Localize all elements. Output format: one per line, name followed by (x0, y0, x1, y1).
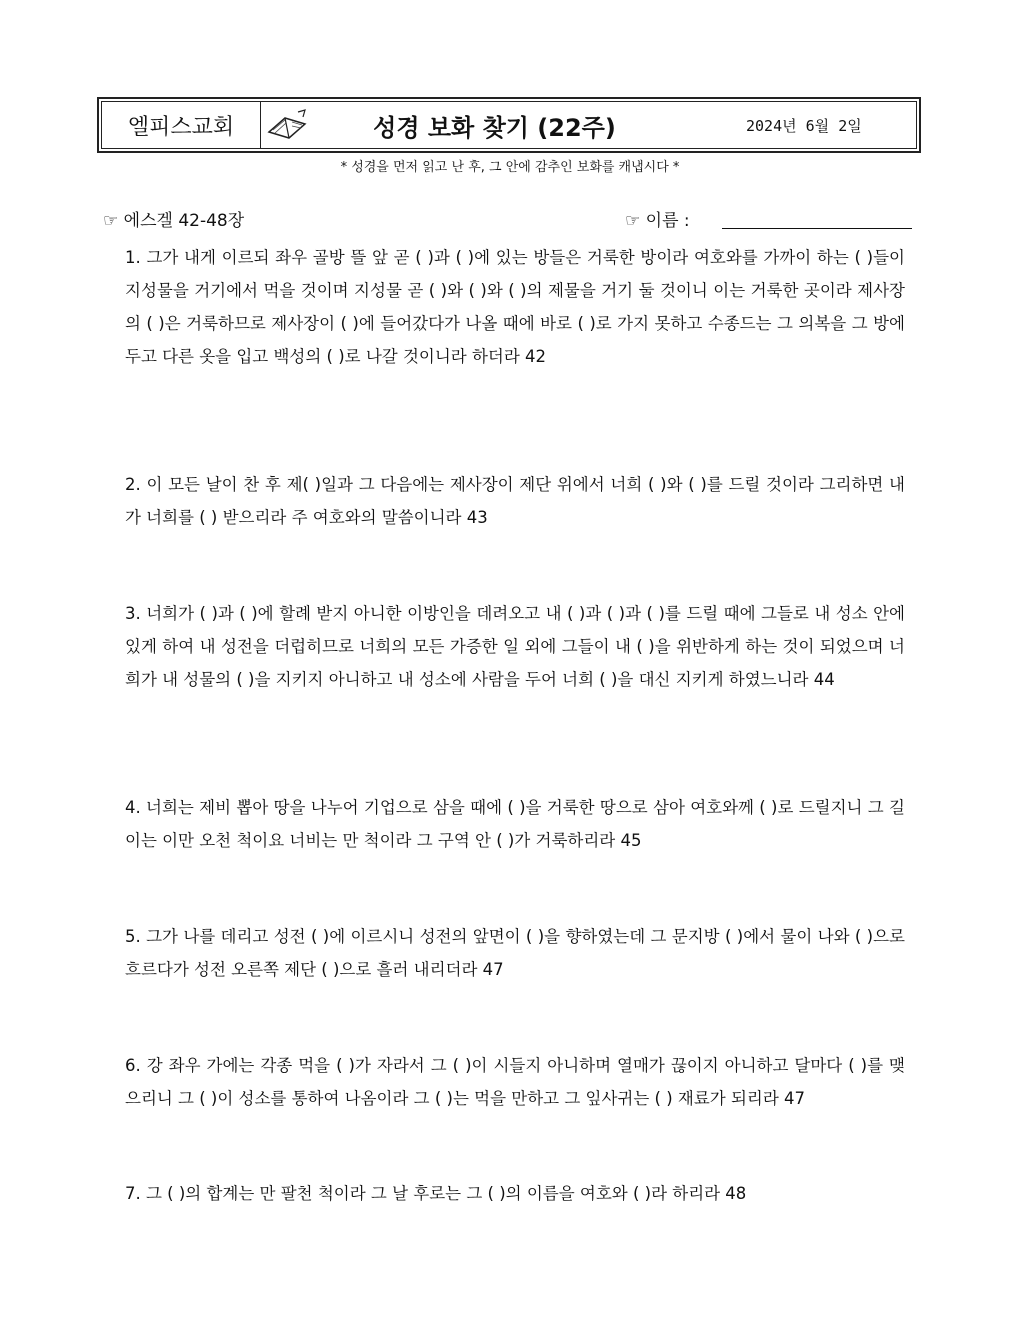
book-range: ☞ 에스겔 42-48장 (103, 211, 245, 231)
question-5: 5. 그가 나를 데리고 성전 ( )에 이르시니 성전의 앞면이 ( )을 향하였는데 그 문지방 ( )에서 물이 나와 ( )으로 흐르다가 성전 오른쪽 제단 ( )으로 흘러 내리더라 47 (125, 927, 905, 979)
name-label: ☞ 이름 : (625, 211, 690, 231)
open-book-icon (261, 102, 313, 148)
page-title: 성경 보화 찾기 (22주) (373, 113, 616, 142)
worksheet-header (97, 97, 921, 153)
question-7: 7. 그 ( )의 합계는 만 팔천 척이라 그 날 후로는 그 ( )의 이름을 여호와 ( )라 하리라 48 (125, 1184, 747, 1203)
question-6: 6. 강 좌우 가에는 각종 먹을 ( )가 자라서 그 ( )이 시들지 아니하며 열매가 끊이지 아니하고 달마다 ( )를 맺으리니 그 ( )이 성소를 통하여 나옴이라 그 ( )는 먹을 만하고 그 잎사귀는 ( ) 재료가 되리라 47 (125, 1056, 905, 1108)
church-name: 엘피스교회 (102, 102, 261, 148)
question-3: 3. 너희가 ( )과 ( )에 할례 받지 아니한 이방인을 데려오고 내 ( )과 ( )과 ( )를 드릴 때에 그들로 내 성소 안에 있게 하여 내 성전을 더럽히므로 너희의 모든 가증한 일 외에 그들이 내 ( )을 위반하게 하는 것이 되었으며 너희가 내 성물의 ( )을 지키지 아니하고 내 성소에 사람을 두어 너희 ( )을 대신 지키게 하였느니라 44 (125, 604, 905, 689)
name-blank[interactable] (722, 228, 912, 229)
instruction: * 성경을 먼저 읽고 난 후, 그 안에 감추인 보화를 캐냅시다 * (340, 160, 680, 175)
date: 2024년 6월 2일 (746, 116, 862, 135)
question-1: 1. 그가 내게 이르되 좌우 골방 뜰 앞 곧 ( )과 ( )에 있는 방들은 거룩한 방이라 여호와를 가까이 하는 ( )들이 지성물을 거기에서 먹을 것이며 지성물 곧 ( )와 ( )와 ( )의 제물을 거기 둘 것이니 이는 거룩한 곳이라 제사장의 ( )은 거룩하므로 제사장이 ( )에 들어갔다가 나올 때에 바로 ( )로 가지 못하고 수종드는 그 의복을 그 방에 두고 다른 옷을 입고 백성의 ( )로 나갈 것이니라 하더라 42 (125, 248, 905, 366)
question-4: 4. 너희는 제비 뽑아 땅을 나누어 기업으로 삼을 때에 ( )을 거룩한 땅으로 삼아 여호와께 ( )로 드릴지니 그 길이는 이만 오천 척이요 너비는 만 척이라 그 구역 안 ( )가 거룩하리라 45 (125, 798, 905, 850)
question-2: 2. 이 모든 날이 찬 후 제( )일과 그 다음에는 제사장이 제단 위에서 너희 ( )와 ( )를 드릴 것이라 그리하면 내가 너희를 ( ) 받으리라 주 여호와의 말씀이니라 43 (125, 475, 905, 527)
